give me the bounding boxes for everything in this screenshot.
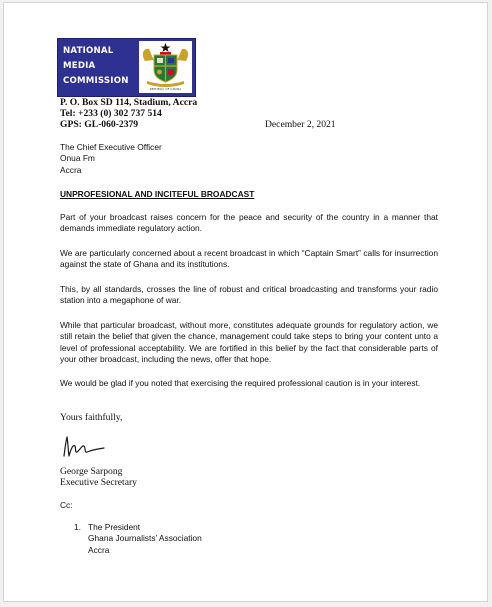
logo-line-1: NATIONAL <box>63 46 114 56</box>
recipient-title: The Chief Executive Officer <box>60 142 162 152</box>
address-po-box: P. O. Box SD 114, Stadium, Accra <box>60 97 198 108</box>
letter-date: December 2, 2021 <box>265 119 336 130</box>
logo-line-2: MEDIA <box>63 61 96 71</box>
cc-item-line: Accra <box>88 544 110 555</box>
recipient-block <box>60 142 438 176</box>
cc-item-lines <box>88 522 202 556</box>
coat-of-arms-icon <box>139 41 192 87</box>
paragraph-3: This, by all standards, crosses the line of robust and critical broadcasting and transforms your radio station into a megaphone of war. <box>60 284 438 306</box>
paragraph-5: We would be glad if you noted that exercising the required professional caution is in your interest. <box>60 378 421 388</box>
address-telephone: Tel: +233 (0) 302 737 514 <box>60 108 162 119</box>
signatory-block <box>60 466 438 488</box>
crest-caption: REPUBLIC OF GHANA <box>149 87 182 91</box>
cc-item-number: 1. <box>74 522 81 532</box>
logo-org-name <box>63 44 129 89</box>
cc-item-line: Ghana Journalists’ Association <box>88 533 202 544</box>
paragraph-4: While that particular broadcast, without more, constitutes adequate grounds for regulatory action, we still retain the belief that given the chance, management could take steps to bring your content unto a level of professional acceptability. We are fortified in this belief by the fact that considerable parts of your other broadcast, including the news, offer that hope. <box>60 320 438 364</box>
cc-item-line: The President <box>88 522 141 532</box>
cc-label: Cc: <box>60 500 73 510</box>
cc-item <box>74 522 202 556</box>
cc-list <box>74 522 202 556</box>
signatory-name: George Sarpong <box>60 466 123 477</box>
logo-line-3: COMMISSION <box>63 76 129 86</box>
closing: Yours faithfully, <box>60 412 123 423</box>
signatory-title: Executive Secretary <box>60 477 137 488</box>
address-block <box>60 97 197 130</box>
signature-icon <box>60 434 110 460</box>
nmc-logo <box>57 38 196 97</box>
address-gps: GPS: GL-060-2379 <box>60 119 139 130</box>
recipient-company: Onua Fm <box>60 153 95 164</box>
letter-subject: UNPROFESIONAL AND INCITEFUL BROADCAST <box>60 189 255 199</box>
paragraph-2: We are particularly concerned about a recent broadcast in which “Captain Smart” calls for insurrection against the state of Ghana and its institutions. <box>60 248 438 270</box>
crest-panel <box>139 41 192 93</box>
paragraph-1: Part of your broadcast raises concern for the peace and security of the country in a manner that demands immediate regulatory action. <box>60 212 438 234</box>
recipient-city: Accra <box>60 164 82 175</box>
